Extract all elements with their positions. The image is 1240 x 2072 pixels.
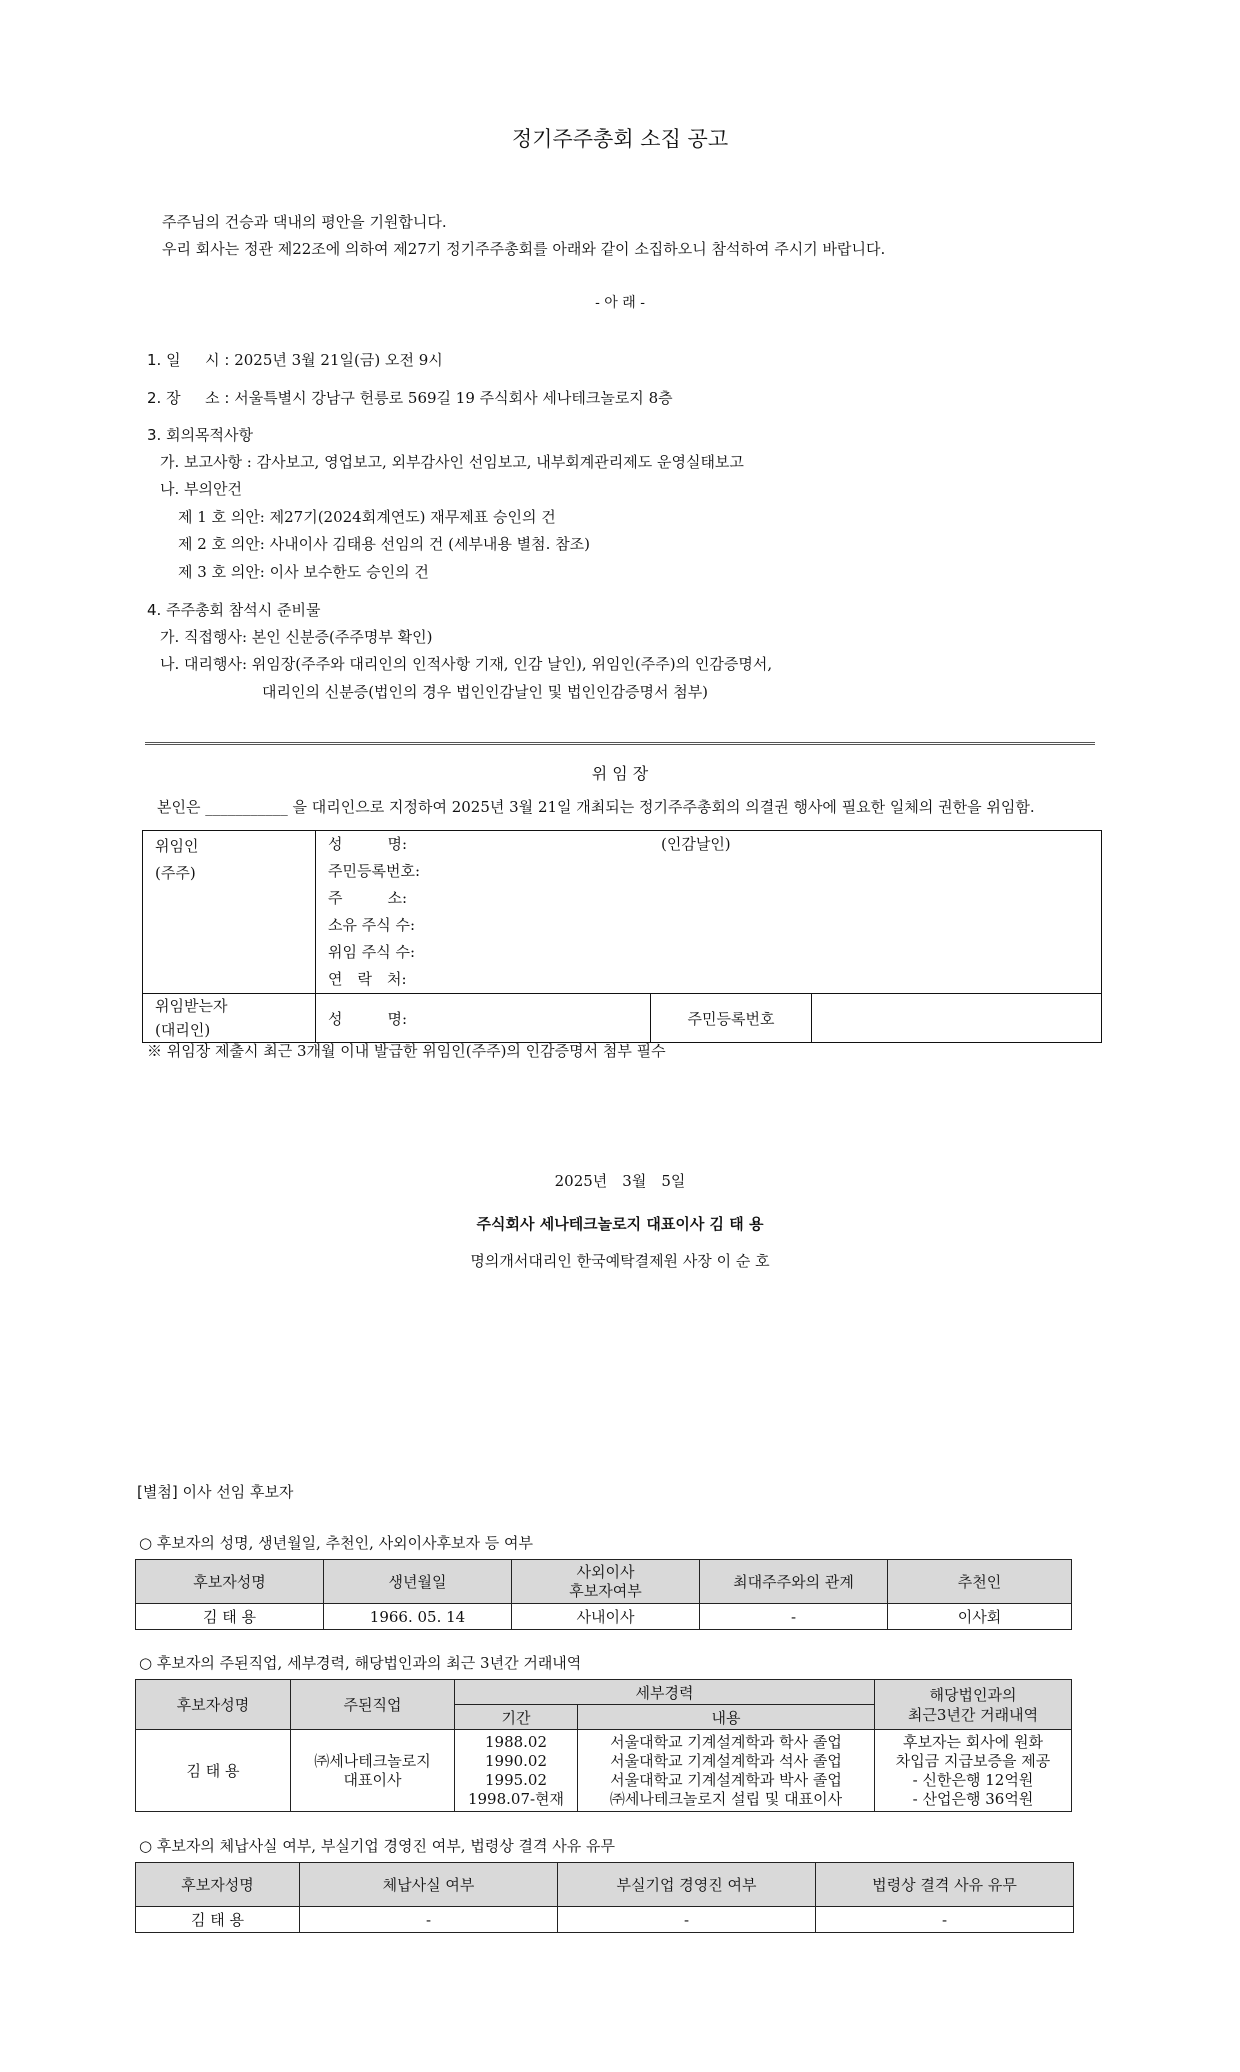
t2-header-trade: 해당법인과의 최근3년간 거래내역	[875, 1680, 1072, 1730]
report-items: 가. 보고사항 : 감사보고, 영업보고, 외부감사인 선임보고, 내부회계관리제도 운영실태보고	[160, 453, 744, 471]
t3-header-name: 후보자성명	[136, 1863, 300, 1907]
agenda-3: 제 3 호 의안: 이사 보수한도 승인의 건	[178, 563, 429, 581]
agenda-2: 제 2 호 의안: 사내이사 김태용 선임의 건 (세부내용 별첨. 참조)	[178, 535, 591, 553]
t2-header-job: 주된직업	[291, 1680, 455, 1730]
t1-cell-birth: 1966. 05. 14	[324, 1604, 512, 1630]
candidate-basic-table	[135, 1559, 1072, 1630]
t2-cell-job: ㈜세나테크놀로지 대표이사	[291, 1730, 455, 1812]
field-contact: 연 락 처:	[328, 970, 407, 988]
t1-cell-outside: 사내이사	[512, 1604, 700, 1630]
proxy-form-table	[142, 830, 1102, 1043]
item-place-value: 서울특별시 강남구 헌릉로 569길 19 주식회사 세나테크놀로지 8층	[234, 389, 673, 407]
t3-cell-name: 김 태 용	[136, 1907, 300, 1933]
t3-header-arrears: 체납사실 여부	[300, 1863, 558, 1907]
t1-cell-name: 김 태 용	[136, 1604, 324, 1630]
notice-date: 2025년 3월 5일	[554, 1172, 686, 1190]
t1-header-birth: 생년월일	[324, 1560, 512, 1604]
grantee-label-cell	[143, 994, 316, 1043]
t1-header-relation: 최대주주와의 관계	[700, 1560, 888, 1604]
t2-header-period: 기간	[455, 1705, 578, 1730]
t3-header-insolvent: 부실기업 경영진 여부	[558, 1863, 816, 1907]
field-id-number: 주민등록번호:	[328, 862, 420, 880]
table3-caption: ○ 후보자의 체납사실 여부, 부실기업 경영진 여부, 법령상 결격 사유 유무	[139, 1837, 616, 1855]
grantor-sub-label: (주주)	[155, 864, 196, 882]
prep-proxy-1: 나. 대리행사: 위임장(주주와 대리인의 인적사항 기재, 인감 날인), 위임인(주주)의 인감증명서,	[160, 655, 773, 673]
grantee-sub-label: (대리인)	[155, 1021, 211, 1039]
t2-cell-periods: 1988.02 1990.02 1995.02 1998.07-현재	[455, 1730, 578, 1812]
t1-header-name: 후보자성명	[136, 1560, 324, 1604]
seal-note: (인감날인)	[661, 835, 731, 853]
t1-cell-relation: -	[700, 1604, 888, 1630]
signer-agent: 명의개서대리인 한국예탁결제원 사장 이 순 호	[470, 1252, 770, 1270]
t1-header-recommender: 추천인	[888, 1560, 1072, 1604]
t2-cell-trade: 후보자는 회사에 원화 차입금 지급보증을 제공 - 신한은행 12억원 - 산업은행 36억원	[875, 1730, 1072, 1812]
t3-header-disqualification: 법령상 결격 사유 유무	[816, 1863, 1074, 1907]
prep-proxy-2: 대리인의 신분증(법인의 경우 법인인감날인 및 법인인감증명서 첨부)	[262, 683, 709, 701]
item-date-label: 1. 일 시 :	[147, 351, 230, 369]
field-shares-owned: 소유 주식 수:	[328, 916, 416, 934]
t2-header-name: 후보자성명	[136, 1680, 291, 1730]
grantee-id-label: 주민등록번호	[687, 1009, 775, 1028]
table1-caption: ○ 후보자의 성명, 생년월일, 추천인, 사외이사후보자 등 여부	[139, 1534, 534, 1552]
item-agenda-label: 3. 회의목적사항	[147, 426, 254, 444]
agenda-1: 제 1 호 의안: 제27기(2024회계연도) 재무제표 승인의 건	[178, 508, 556, 526]
t2-cell-name: 김 태 용	[136, 1730, 291, 1812]
candidate-eligibility-table	[135, 1862, 1074, 1933]
grantor-label-cell	[143, 831, 316, 994]
t3-cell-disqualification: -	[816, 1907, 1074, 1933]
field-address: 주 소:	[328, 889, 408, 907]
item-date	[147, 349, 443, 370]
t2-header-career: 세부경력	[455, 1680, 875, 1705]
t1-cell-recommender: 이사회	[888, 1604, 1072, 1630]
grantee-id-cell	[651, 994, 812, 1043]
field-shares-delegated: 위임 주식 수:	[328, 943, 416, 961]
t3-cell-insolvent: -	[558, 1907, 816, 1933]
item-place	[147, 387, 673, 408]
appendix-title: [별첨] 이사 선임 후보자	[137, 1483, 294, 1501]
t2-cell-contents: 서울대학교 기계설계학과 학사 졸업 서울대학교 기계설계학과 석사 졸업 서울대학교 기계설계학과 박사 졸업 ㈜세나테크놀로지 설립 및 대표이사	[578, 1730, 875, 1812]
agenda-title: 나. 부의안건	[160, 480, 242, 498]
t3-cell-arrears: -	[300, 1907, 558, 1933]
section-divider	[145, 742, 1095, 745]
t1-header-outside: 사외이사 후보자여부	[512, 1560, 700, 1604]
t2-header-content: 내용	[578, 1705, 875, 1730]
grantee-label: 위임받는자	[155, 997, 228, 1015]
greeting-line-2: 우리 회사는 정관 제22조에 의하여 제27기 정기주주총회를 아래와 같이 소집하오니 참석하여 주시기 바랍니다.	[162, 240, 886, 258]
grantor-fields-cell	[316, 831, 1102, 994]
greeting-line-1: 주주님의 건승과 댁내의 평안을 기원합니다.	[162, 213, 447, 231]
page-title: 정기주주총회 소집 공고	[511, 127, 729, 151]
prep-direct: 가. 직접행사: 본인 신분증(주주명부 확인)	[160, 628, 433, 646]
proxy-title: 위 임 장	[591, 764, 649, 783]
signer-company: 주식회사 세나테크놀로지 대표이사 김 태 용	[476, 1215, 764, 1233]
proxy-note: ※ 위임장 제출시 최근 3개월 이내 발급한 위임인(주주)의 인감증명서 첨부 필수	[147, 1042, 666, 1060]
grantor-label: 위임인	[155, 837, 199, 855]
item-place-label: 2. 장 소 :	[147, 389, 230, 407]
field-name: 성 명:	[328, 835, 408, 853]
item-prep-label: 4. 주주총회 참석시 준비물	[147, 601, 321, 619]
candidate-career-table	[135, 1679, 1072, 1812]
below-marker: - 아 래 -	[595, 295, 645, 311]
item-date-value: 2025년 3월 21일(금) 오전 9시	[234, 351, 443, 369]
table2-caption: ○ 후보자의 주된직업, 세부경력, 해당법인과의 최근 3년간 거래내역	[139, 1654, 582, 1672]
grantee-name-label: 성 명:	[328, 1009, 408, 1028]
grantee-name-cell	[316, 994, 651, 1043]
grantee-id-value-cell	[812, 994, 1102, 1043]
proxy-statement: 본인은 ___________ 을 대리인으로 지정하여 2025년 3월 21일 개최되는 정기주주총회의 의결권 행사에 필요한 일체의 권한을 위임함.	[157, 798, 1035, 816]
